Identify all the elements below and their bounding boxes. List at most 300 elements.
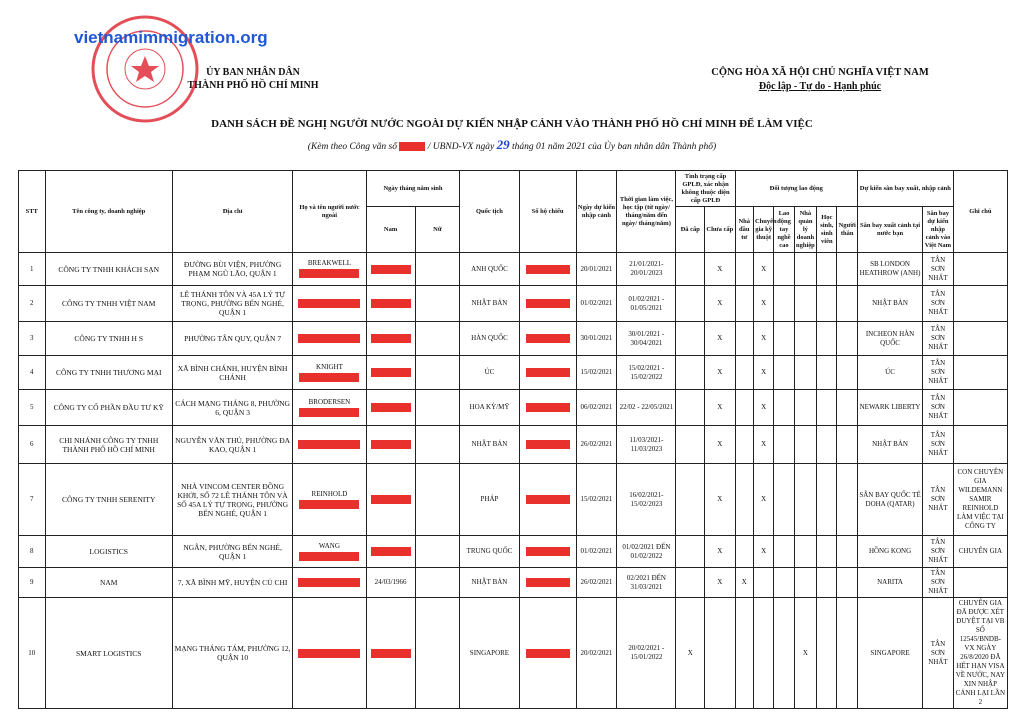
cell-expert (753, 464, 773, 536)
redaction (298, 299, 360, 308)
cell-student (817, 464, 837, 536)
cell-relative (837, 568, 857, 598)
table-row (19, 536, 1008, 568)
col-airports: Dự kiến sân bay xuất, nhập cảnh (857, 171, 953, 207)
redaction (526, 299, 570, 308)
cell-text: 02/2021 ĐẾN 31/03/2021 (626, 573, 666, 591)
cell-text: CÔNG TY TNHH VIỆT NAM (62, 299, 156, 308)
redaction (298, 578, 360, 587)
cell-arrive (923, 536, 954, 568)
cell-issued (676, 253, 705, 286)
cell-entry (576, 286, 617, 322)
cell-text: 24/03/1966 (374, 578, 407, 586)
cell-company (45, 322, 172, 356)
cell-nationality (460, 536, 519, 568)
cell-text: 21/01/2021- 20/01/2023 (629, 260, 664, 277)
cell-name (293, 253, 366, 286)
cell-period (617, 390, 676, 426)
cell-arrive (923, 464, 954, 536)
redaction (526, 495, 570, 504)
cell-note (953, 322, 1007, 356)
cell-skilled (774, 568, 794, 598)
cell-expert (753, 286, 773, 322)
cell-text: 8 (30, 547, 34, 555)
cell-name (293, 464, 366, 536)
cell-issued (676, 426, 705, 464)
cell-entry (576, 464, 617, 536)
cell-entry (576, 322, 617, 356)
cell-note (953, 390, 1007, 426)
cell-text: SINGAPORE (469, 648, 510, 657)
cell-pending (705, 464, 736, 536)
cell-text: 01/02/2021 - 01/05/2021 (628, 294, 665, 312)
cell-text: XÃ BÌNH CHÁNH, HUYỆN BÌNH CHÁNH (177, 363, 288, 382)
col-relative: Người thân (837, 207, 857, 253)
cell-depart (857, 322, 922, 356)
cell-investor (735, 426, 753, 464)
redaction (371, 547, 411, 556)
cell-address (172, 426, 292, 464)
cell-female (415, 253, 460, 286)
cell-passport (519, 322, 576, 356)
cell-skilled (774, 322, 794, 356)
cell-skilled (774, 390, 794, 426)
cell-address (172, 536, 292, 568)
cell-period (617, 253, 676, 286)
redaction (526, 440, 570, 449)
cell-investor (735, 390, 753, 426)
redaction (371, 403, 411, 412)
cell-entry (576, 598, 617, 709)
cell-name (293, 390, 366, 426)
cell-female (415, 390, 460, 426)
cell-relative (837, 536, 857, 568)
cell-text: HOA KỲ/MỸ (469, 403, 510, 411)
cell-text: 22/02 - 22/05/2021 (619, 403, 674, 411)
col-target: Đối tượng lao động (735, 171, 857, 207)
cell-relative (837, 322, 857, 356)
cell-investor (735, 286, 753, 322)
cell-text: X (717, 334, 723, 342)
cell-text: 06/02/2021 (580, 403, 613, 411)
cell-note (953, 464, 1007, 536)
cell-text: TÂN SƠN NHẤT (928, 325, 948, 351)
cell-expert (753, 536, 773, 568)
redaction (371, 265, 411, 274)
col-arrive-airport: Sân bay dự kiến nhập cảnh vào Việt Nam (923, 207, 954, 253)
cell-issued (676, 536, 705, 568)
cell-student (817, 390, 837, 426)
cell-passport (519, 426, 576, 464)
cell-note (953, 253, 1007, 286)
cell-depart (857, 598, 922, 709)
cell-text: CÔNG TY TNHH H S (74, 334, 144, 343)
cell-company (45, 536, 172, 568)
cell-female (415, 356, 460, 390)
cell-manager (794, 322, 816, 356)
cell-nationality (460, 598, 519, 709)
cell-expert (753, 598, 773, 709)
redaction (298, 334, 360, 343)
cell-text: HÀN QUỐC (471, 334, 508, 342)
table-row (19, 390, 1008, 426)
cell-address (172, 286, 292, 322)
foreigner-list-table (18, 170, 1008, 709)
cell-pending (705, 536, 736, 568)
redaction (526, 578, 570, 587)
col-nationality: Quốc tịch (460, 171, 519, 253)
redaction (298, 649, 360, 658)
watermark: vietnamimmigration.org (74, 28, 268, 47)
col-note: Ghi chú (953, 171, 1007, 253)
cell-text: TÂN SƠN NHẤT (928, 359, 948, 385)
cell-text: ÚC (484, 368, 495, 376)
cell-skilled (774, 598, 794, 709)
cell-text: 15/02/2021 - 15/02/2022 (628, 363, 665, 381)
cell-text: 9 (30, 578, 34, 586)
cell-text: TÂN SƠN NHẤT (928, 486, 948, 512)
cell-text: TÂN SƠN NHẤT (928, 431, 948, 457)
cell-text: X (761, 334, 767, 342)
cell-skilled (774, 356, 794, 390)
table-row (19, 322, 1008, 356)
col-student: Học sinh, sinh viên (817, 207, 837, 253)
cell-pending (705, 286, 736, 322)
cell-nationality (460, 356, 519, 390)
cell-note (953, 426, 1007, 464)
cell-arrive (923, 426, 954, 464)
col-stt: STT (19, 171, 46, 253)
cell-text: NAM (99, 578, 118, 587)
cell-male (366, 356, 415, 390)
cell-depart (857, 464, 922, 536)
cell-text: NEWARK LIBERTY (859, 403, 921, 411)
redaction (371, 440, 411, 449)
cell-passport (519, 536, 576, 568)
cell-depart (857, 536, 922, 568)
col-entry-date: Ngày dự kiến nhập cảnh (576, 171, 617, 253)
table-row (19, 598, 1008, 709)
cell-student (817, 568, 837, 598)
cell-investor (735, 356, 753, 390)
cell-address (172, 390, 292, 426)
cell-text: BRODERSEN (308, 397, 351, 406)
cell-arrive (923, 253, 954, 286)
cell-investor (735, 568, 753, 598)
cell-text: NHẬT BẢN (471, 440, 508, 448)
cell-text: NHẬT BẢN (872, 440, 908, 448)
redaction (526, 265, 570, 274)
cell-female (415, 598, 460, 709)
cell-relative (837, 253, 857, 286)
cell-investor (735, 464, 753, 536)
col-address: Địa chỉ (172, 171, 292, 253)
cell-depart (857, 426, 922, 464)
national-line1: CỘNG HÒA XÃ HỘI CHỦ NGHĨA VIỆT NAM (711, 67, 929, 78)
cell-investor (735, 598, 753, 709)
cell-manager (794, 598, 816, 709)
cell-pending (705, 253, 736, 286)
cell-text: ĐƯỜNG BÙI VIỆN, PHƯỜNG PHẠM NGŨ LÃO, QUẬN 1 (183, 260, 282, 278)
cell-issued (676, 464, 705, 536)
cell-skilled (774, 536, 794, 568)
col-permit-status: Tình trạng cấp GPLĐ, xác nhận không thuộc diện cấp GPLĐ (676, 171, 735, 207)
cell-manager (794, 390, 816, 426)
cell-company (45, 598, 172, 709)
cell-stt (19, 568, 46, 598)
col-skilled: Lao động tay nghề cao (774, 207, 794, 253)
subtitle-day: 29 (496, 137, 510, 152)
cell-male (366, 464, 415, 536)
cell-student (817, 322, 837, 356)
cell-stt (19, 598, 46, 709)
cell-text: 01/02/2021 ĐẾN 01/02/2022 (622, 542, 671, 560)
cell-stt (19, 536, 46, 568)
cell-female (415, 426, 460, 464)
national-motto: Độc lập - Tự do - Hạnh phúc (758, 81, 882, 92)
redaction (299, 500, 359, 509)
cell-stt (19, 426, 46, 464)
cell-depart (857, 568, 922, 598)
cell-period (617, 464, 676, 536)
cell-text: SINGAPORE (870, 648, 910, 657)
cell-text: 20/02/2021 - 15/01/2022 (628, 644, 665, 661)
cell-text: X (717, 547, 723, 555)
cell-nationality (460, 286, 519, 322)
cell-text: NARITA (877, 578, 903, 586)
cell-manager (794, 286, 816, 322)
cell-name (293, 568, 366, 598)
cell-text: X (741, 578, 747, 586)
cell-text: HỒNG KONG (868, 547, 912, 555)
cell-skilled (774, 286, 794, 322)
cell-text: 4 (30, 368, 34, 376)
cell-text: 01/02/2021 (580, 547, 613, 555)
table-row (19, 356, 1008, 390)
cell-text: NHẬT BẢN (471, 578, 508, 586)
cell-text: SÂN BAY QUỐC TẾ DOHA (QATAR) (859, 490, 921, 508)
cell-text: 16/02/2021- 15/02/2023 (629, 490, 664, 508)
col-company: Tên công ty, doanh nghiệp (45, 171, 172, 253)
cell-relative (837, 356, 857, 390)
cell-nationality (460, 253, 519, 286)
cell-text: X (761, 299, 767, 307)
cell-note (953, 356, 1007, 390)
cell-student (817, 426, 837, 464)
cell-pending (705, 322, 736, 356)
redaction (526, 649, 570, 658)
cell-text: NHÀ VINCOM CENTER ĐỒNG KHỞI, SỐ 72 LÊ THÁNH TÔN VÀ SỐ 45A LÝ TỰ TRỌNG, PHƯỜNG BẾN NGHÉ, QUẬN 1 (177, 481, 289, 518)
cell-issued (676, 356, 705, 390)
cell-text: KNIGHT (316, 362, 343, 371)
cell-nationality (460, 426, 519, 464)
cell-text: LÊ THÁNH TÔN VÀ 45A LÝ TỰ TRỌNG, PHƯỜNG BẾN NGHÉ, QUẬN 1 (179, 290, 286, 317)
cell-period (617, 322, 676, 356)
redaction (299, 269, 359, 278)
cell-skilled (774, 426, 794, 464)
cell-issued (676, 322, 705, 356)
cell-text: X (717, 299, 723, 307)
redaction (299, 373, 359, 382)
table-row (19, 568, 1008, 598)
cell-text: TRUNG QUỐC (466, 547, 513, 555)
cell-company (45, 426, 172, 464)
cell-manager (794, 536, 816, 568)
cell-expert (753, 568, 773, 598)
cell-pending (705, 426, 736, 464)
cell-text: 20/02/2021 (580, 648, 613, 657)
cell-relative (837, 286, 857, 322)
cell-text: X (717, 403, 723, 411)
cell-text: TÂN SƠN NHẤT (928, 639, 948, 666)
cell-note (953, 286, 1007, 322)
redaction (371, 495, 411, 504)
cell-address (172, 598, 292, 709)
cell-text: X (761, 368, 767, 376)
cell-investor (735, 536, 753, 568)
cell-text: 7 (30, 495, 34, 503)
cell-text: X (717, 368, 723, 376)
cell-name (293, 426, 366, 464)
col-name: Họ và tên người nước ngoài (293, 171, 366, 253)
cell-text: MẠNG THÁNG TÁM, PHƯỜNG 12, QUẬN 10 (174, 644, 291, 662)
cell-text: CHUYÊN GIA ĐÃ ĐƯỢC XÉT DUYỆT TẠI VB SỐ 12545/BNDB-VX NGÀY 26/8/2020 ĐÃ HẾT HẠN VISA VỀ NƯỚC, NAY XIN NHẬP CẢNH LẠI LẦN 2 (955, 599, 1006, 706)
cell-text: X (717, 495, 723, 503)
cell-male (366, 426, 415, 464)
cell-text: 15/02/2021 (580, 368, 613, 376)
cell-text: TÂN SƠN NHẤT (928, 538, 948, 564)
col-permit-issued: Đã cấp (676, 207, 705, 253)
cell-text: 15/02/2021 (580, 495, 613, 503)
cell-stt (19, 390, 46, 426)
cell-female (415, 536, 460, 568)
cell-entry (576, 253, 617, 286)
cell-text: CÔNG TY TNHH THƯƠNG MẠI (55, 368, 162, 377)
cell-entry (576, 536, 617, 568)
cell-period (617, 356, 676, 390)
cell-text: X (761, 547, 767, 555)
cell-expert (753, 390, 773, 426)
col-dob: Ngày tháng năm sinh (366, 171, 460, 207)
redaction (299, 552, 359, 561)
cell-passport (519, 464, 576, 536)
cell-text: X (761, 440, 767, 448)
col-female: Nữ (415, 207, 460, 253)
cell-text: ANH QUỐC (471, 264, 508, 273)
cell-depart (857, 390, 922, 426)
cell-text: NGÂN, PHƯỜNG BẾN NGHÉ, QUẬN 1 (183, 542, 282, 561)
cell-company (45, 390, 172, 426)
cell-stt (19, 253, 46, 286)
cell-pending (705, 598, 736, 709)
cell-issued (676, 568, 705, 598)
cell-text: REINHOLD (311, 489, 348, 498)
cell-period (617, 536, 676, 568)
cell-text: 01/02/2021 (580, 299, 613, 307)
cell-text: INCHEON HÀN QUỐC (865, 329, 915, 347)
cell-company (45, 464, 172, 536)
col-work-period: Thời gian làm việc, học tập (từ ngày/ tháng/năm đến ngày/ tháng/năm) (617, 171, 676, 253)
cell-name (293, 356, 366, 390)
cell-text: PHÁP (480, 495, 499, 503)
cell-address (172, 356, 292, 390)
cell-issued (676, 598, 705, 709)
cell-female (415, 286, 460, 322)
cell-stt (19, 464, 46, 536)
cell-arrive (923, 568, 954, 598)
cell-passport (519, 568, 576, 598)
cell-address (172, 568, 292, 598)
cell-relative (837, 464, 857, 536)
cell-text: TÂN SƠN NHẤT (928, 290, 948, 316)
redaction (526, 547, 570, 556)
col-expert: Chuyên gia kỹ thuật (753, 207, 773, 253)
cell-female (415, 464, 460, 536)
cell-female (415, 568, 460, 598)
cell-relative (837, 390, 857, 426)
cell-pending (705, 390, 736, 426)
cell-nationality (460, 464, 519, 536)
col-passport: Số hộ chiếu (519, 171, 576, 253)
cell-text: BREAKWELL (307, 259, 352, 267)
redaction (526, 403, 570, 412)
redaction (399, 142, 425, 151)
cell-text: TÂN SƠN NHẤT (928, 569, 948, 595)
cell-expert (753, 253, 773, 286)
cell-text: 7, XÃ BÌNH MỸ, HUYỆN CỦ CHI (177, 578, 288, 587)
cell-text: CHI NHÁNH CÔNG TY TNHH THÀNH PHỐ HỒ CHÍ MINH (59, 435, 159, 454)
cell-depart (857, 286, 922, 322)
cell-manager (794, 356, 816, 390)
cell-text: NHẬT BẢN (872, 299, 908, 307)
cell-text: CÁCH MẠNG THÁNG 8, PHƯỜNG 6, QUẬN 3 (175, 398, 290, 417)
cell-male (366, 390, 415, 426)
cell-male (366, 598, 415, 709)
redaction (371, 299, 411, 308)
redaction (371, 649, 411, 658)
cell-skilled (774, 464, 794, 536)
subtitle-post: tháng 01 năm 2021 của Ủy ban nhân dân Thành phố) (511, 142, 717, 152)
cell-text: 2 (30, 299, 34, 307)
cell-expert (753, 322, 773, 356)
cell-text: 30/01/2021 - 30/04/2021 (628, 329, 665, 347)
cell-stt (19, 286, 46, 322)
cell-note (953, 536, 1007, 568)
cell-issued (676, 390, 705, 426)
cell-arrive (923, 286, 954, 322)
cell-company (45, 286, 172, 322)
cell-manager (794, 253, 816, 286)
cell-depart (857, 356, 922, 390)
cell-name (293, 322, 366, 356)
cell-skilled (774, 253, 794, 286)
issuer-header (168, 66, 338, 92)
cell-arrive (923, 598, 954, 709)
cell-investor (735, 253, 753, 286)
cell-period (617, 426, 676, 464)
cell-nationality (460, 568, 519, 598)
redaction (526, 334, 570, 343)
cell-text: NHẬT BẢN (471, 299, 508, 307)
col-investor: Nhà đầu tư (735, 207, 753, 253)
cell-period (617, 568, 676, 598)
cell-expert (753, 426, 773, 464)
cell-male (366, 322, 415, 356)
cell-relative (837, 598, 857, 709)
cell-name (293, 286, 366, 322)
cell-male (366, 286, 415, 322)
redaction (371, 368, 411, 377)
